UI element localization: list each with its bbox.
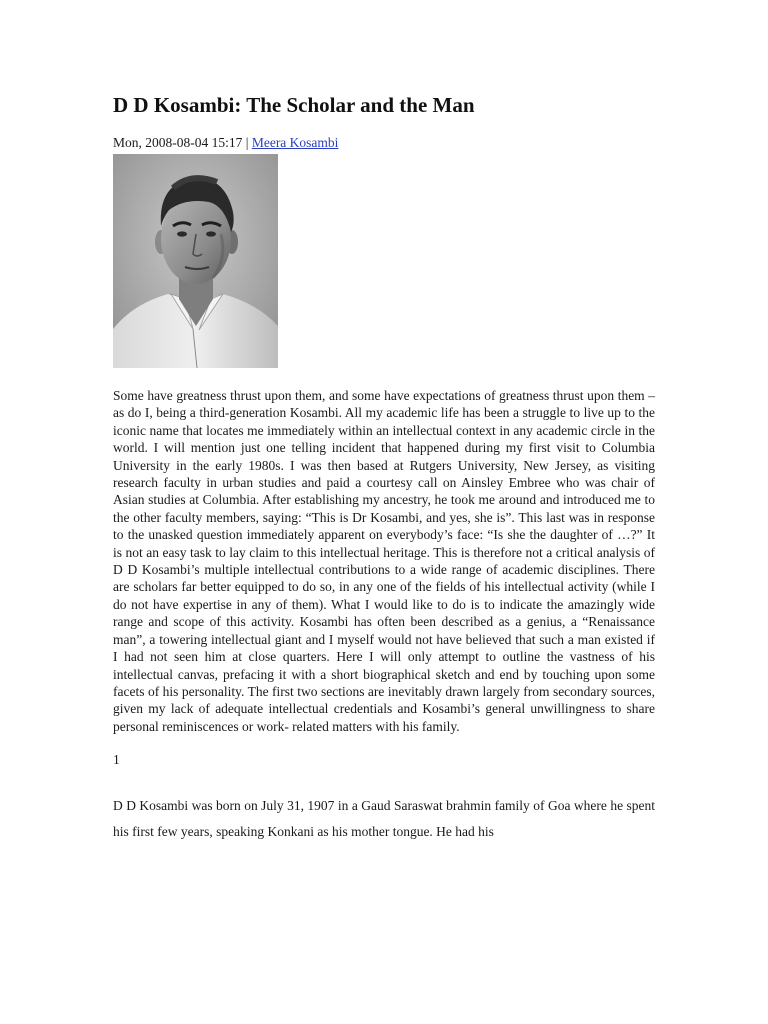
article [113, 92, 655, 845]
intro-paragraph: Some have greatness thrust upon them, and some have expectations of greatness thrust upon them – as do I, being a third-generation Kosambi. All my academic life has been a struggle to live up to the iconic name that locates me immediately within an intellectual context in any academic circle in the world. I will mention just one telling incident that happened during my first visit to Columbia University in the early 1980s. I was then based at Rutgers University, New Jersey, as visiting research faculty in urban studies and paid a courtesy call on Ainsley Embree who was chair of Asian studies at Columbia. After establishing my ancestry, he took me around and introduced me to the other faculty members, saying: “This is Dr Kosambi, and yes, she is”. This last was in response to the unasked question immediately apparent on everybody’s face: “Is she the daughter of …?” It is not an easy task to lay claim to this intellectual heritage. This is therefore not a critical analysis of D D Kosambi’s multiple intellectual contributions to a wide range of academic disciplines. There are scholars far better equipped to do so, in any one of the fields of his intellectual activity (while I do not have expertise in any of them). What I would like to do is to indicate the amazingly wide range and scope of this activity. Kosambi has often been described as a genius, a “Renaissance man”, a towering intellectual giant and I myself would not have believed that such a man existed if I had not seen him at close quarters. Here I will only attempt to outline the vastness of his intellectual canvas, prefacing it with a short biographical sketch and end by touching upon some facets of his personality. The first two sections are inevitably drawn largely from secondary sources, given my lack of adequate intellectual credentials and Kosambi’s general unwillingness to share personal reminiscences or work- related matters with his family. [113, 388, 655, 734]
section-number: 1 [113, 752, 120, 768]
meta-separator: | [242, 135, 252, 150]
post-date: Mon, 2008-08-04 15:17 [113, 135, 243, 150]
section-1-paragraph: D D Kosambi was born on July 31, 1907 in a Gaud Saraswat brahmin family of Goa where he spent his first few years, speaking Konkani as his mother tongue. He had his [113, 798, 655, 840]
article-title: D D Kosambi: The Scholar and the Man [113, 93, 475, 117]
portrait-photo [113, 154, 278, 368]
article-meta [113, 135, 655, 151]
author-link[interactable]: Meera Kosambi [251, 135, 339, 150]
